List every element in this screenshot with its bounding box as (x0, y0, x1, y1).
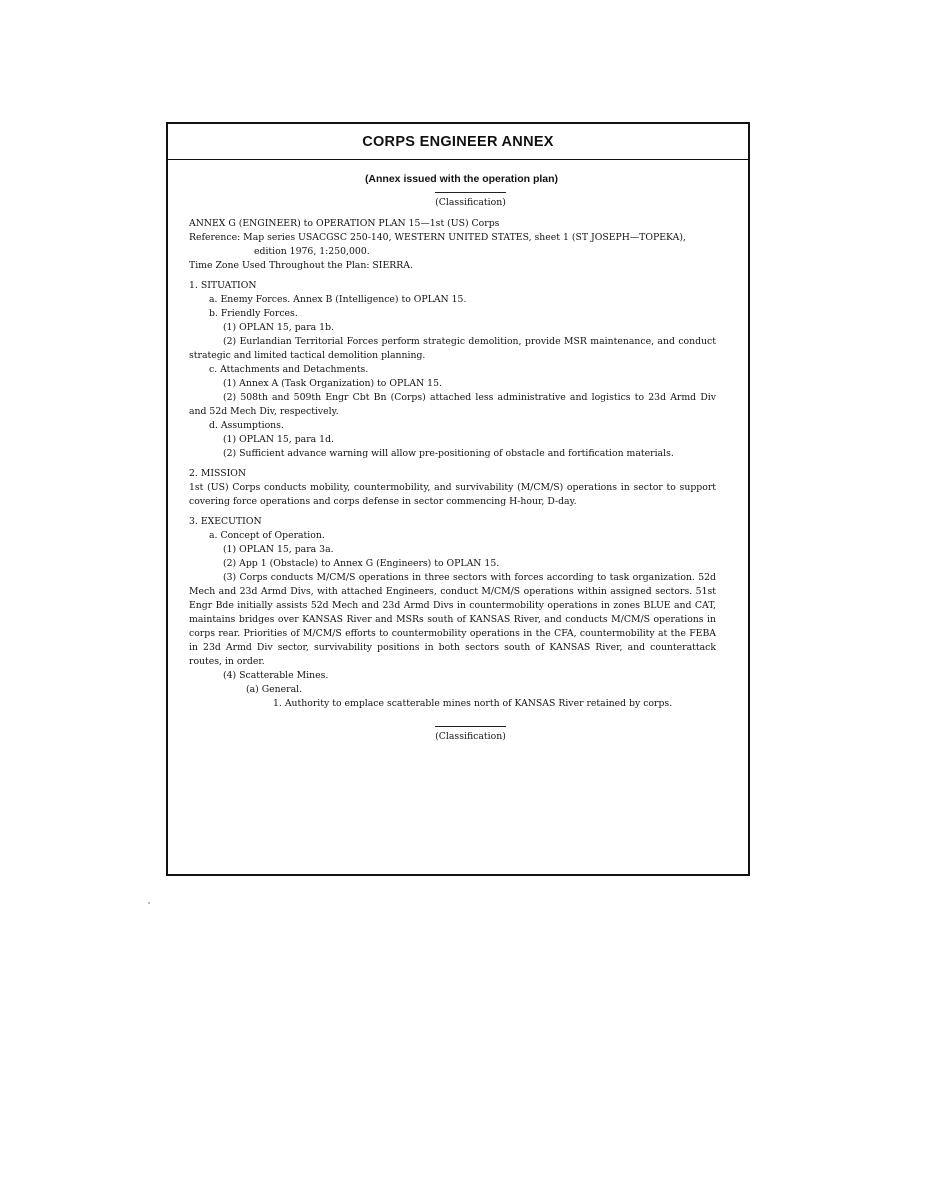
annex-frame (166, 122, 750, 876)
situation-c2: (2) 508th and 509th Engr Cbt Bn (Corps) attached less administrative and logistics to 23d Armd Div and 52d Mech Div, respectively. (189, 392, 716, 417)
classification-bottom-label: (Classification) (435, 726, 506, 744)
execution-a1: (1) OPLAN 15, para 3a. (223, 544, 334, 555)
mission-heading: 2. MISSION (189, 468, 247, 479)
annex-subtitle: (Annex issued with the operation plan) (364, 173, 559, 185)
annex-line: ANNEX G (ENGINEER) to OPERATION PLAN 15—1st (US) Corps (189, 218, 500, 229)
reference-line: Reference: Map series USACGSC 250-140, WESTERN UNITED STATES, sheet 1 (ST JOSEPH—TOPEKA), edition 1976, 1:250,000. (189, 232, 686, 257)
situation-b: b. Friendly Forces. (209, 308, 298, 319)
situation-b1: (1) OPLAN 15, para 1b. (223, 322, 334, 333)
mission-text: 1st (US) Corps conducts mobility, countermobility, and survivability (M/CM/S) operations in sector to support covering force operations and corps defense in sector commencing H-hour, D-day. (189, 482, 716, 507)
document-body (189, 160, 716, 744)
execution-a3: (3) Corps conducts M/CM/S operations in three sectors with forces according to task organization. 52d Mech and 23d Armd Divs, with attached Engineers, conduct M/CM/S operations within assigned sectors. 51st Engr Bde initially assists 52d Mech and 23d Armd Divs in countermobility operations in zones BLUE and CAT, maintains bridges over KANSAS River and MSRs south of KANSAS River, and conducts M/CM/S operations in corps rear. Priorities of M/CM/S efforts to countermobility operations in the CFA, countermobility at the FEBA in 23d Armd Div sector, survivability positions in both sectors south of KANSAS River, and counterattack routes, in order. (189, 572, 716, 667)
situation-c: c. Attachments and Detachments. (209, 364, 369, 375)
situation-d1: (1) OPLAN 15, para 1d. (223, 434, 334, 445)
situation-d2: (2) Sufficient advance warning will allow pre-positioning of obstacle and fortification materials. (223, 448, 674, 459)
situation-a: a. Enemy Forces. Annex B (Intelligence) to OPLAN 15. (209, 294, 467, 305)
situation-d: d. Assumptions. (209, 420, 284, 431)
execution-a4a: (a) General. (246, 684, 303, 695)
page-title: CORPS ENGINEER ANNEX (168, 124, 748, 160)
execution-a: a. Concept of Operation. (209, 530, 325, 541)
scan-speck (148, 902, 150, 904)
situation-b2: (2) Eurlandian Territorial Forces perform strategic demolition, provide MSR maintenance, and conduct strategic and limited tactical demolition planning. (189, 336, 716, 361)
classification-top-label: (Classification) (435, 192, 506, 210)
situation-c1: (1) Annex A (Task Organization) to OPLAN 15. (223, 378, 442, 389)
execution-a4a1: 1. Authority to emplace scatterable mines north of KANSAS River retained by corps. (273, 698, 673, 709)
classification-bottom (189, 726, 716, 744)
execution-a2: (2) App 1 (Obstacle) to Annex G (Engineers) to OPLAN 15. (223, 558, 500, 569)
execution-a4: (4) Scatterable Mines. (223, 670, 329, 681)
timezone-line: Time Zone Used Throughout the Plan: SIERRA. (189, 260, 413, 271)
classification-top (189, 192, 716, 210)
situation-heading: 1. SITUATION (189, 280, 257, 291)
execution-heading: 3. EXECUTION (189, 516, 262, 527)
